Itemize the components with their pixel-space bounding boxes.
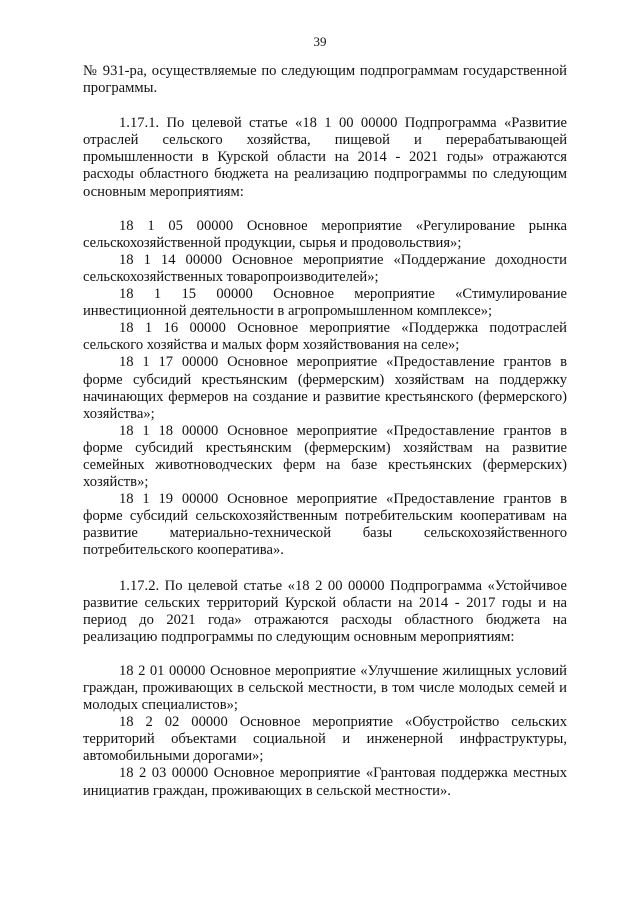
paragraph-measure-18-1-18: 18 1 18 00000 Основное мероприятие «Предоставление грантов в форме субсидий крестьянским (фермерским) хозяйствам на развитие семейных животноводческих ферм на базе крестьянских (фермерских) хозяйств»; [83, 422, 567, 491]
document-body [83, 63, 567, 800]
paragraph-measure-18-2-01: 18 2 01 00000 Основное мероприятие «Улучшение жилищных условий граждан, проживающих в сельской местности, в том числе молодых семей и молодых специалистов»; [83, 662, 567, 714]
paragraph-measure-18-2-03: 18 2 03 00000 Основное мероприятие «Грантовая поддержка местных инициатив граждан, проживающих в сельской местности». [83, 765, 567, 799]
page-number: 39 [313, 34, 327, 49]
paragraph-measure-18-2-02: 18 2 02 00000 Основное мероприятие «Обустройство сельских территорий объектами социальной и инженерной инфраструктуры, автомобильными дорогами»; [83, 714, 567, 765]
paragraph-measure-18-1-19: 18 1 19 00000 Основное мероприятие «Предоставление грантов в форме субсидий сельскохозяйственным потребительским кооперативам на развитие материально-технической базы сельскохозяйственного потребительского кооператива». [83, 491, 567, 559]
paragraph-intro-continuation: № 931-ра, осуществляемые по следующим подпрограммам государственной программы. [83, 63, 567, 97]
paragraph-measure-18-1-16: 18 1 16 00000 Основное мероприятие «Поддержка подотраслей сельского хозяйства и малых форм хозяйствования на селе»; [83, 320, 567, 354]
paragraph-section-1-17-2: 1.17.2. По целевой статье «18 2 00 00000 Подпрограмма «Устойчивое развитие сельских территорий Курской области на 2014 - 2017 годы и на период до 2021 года» отражаются расходы областного бюджета на реализацию подпрограммы по следующим основным мероприятиям: [83, 577, 567, 645]
paragraph-measure-18-1-15: 18 1 15 00000 Основное мероприятие «Стимулирование инвестиционной деятельности в агропромышленном комплексе»; [83, 286, 567, 320]
paragraph-measure-18-1-05: 18 1 05 00000 Основное мероприятие «Регулирование рынка сельскохозяйственной продукции, сырья и продовольствия»; [83, 217, 567, 251]
paragraph-measure-18-1-14: 18 1 14 00000 Основное мероприятие «Поддержание доходности сельскохозяйственных товаропроизводителей»; [83, 251, 567, 285]
paragraph-section-1-17-1: 1.17.1. По целевой статье «18 1 00 00000 Подпрограмма «Развитие отраслей сельского хозяйства, пищевой и перерабатывающей промышленности в Курской области на 2014 - 2021 годы» отражаются расходы областного бюджета на реализацию подпрограммы по следующим основным мероприятиям: [83, 115, 567, 200]
paragraph-measure-18-1-17: 18 1 17 00000 Основное мероприятие «Предоставление грантов в форме субсидий крестьянским (фермерским) хозяйствам на поддержку начинающих фермеров на создание и развитие крестьянского (фермерского) хозяйства»; [83, 354, 567, 422]
